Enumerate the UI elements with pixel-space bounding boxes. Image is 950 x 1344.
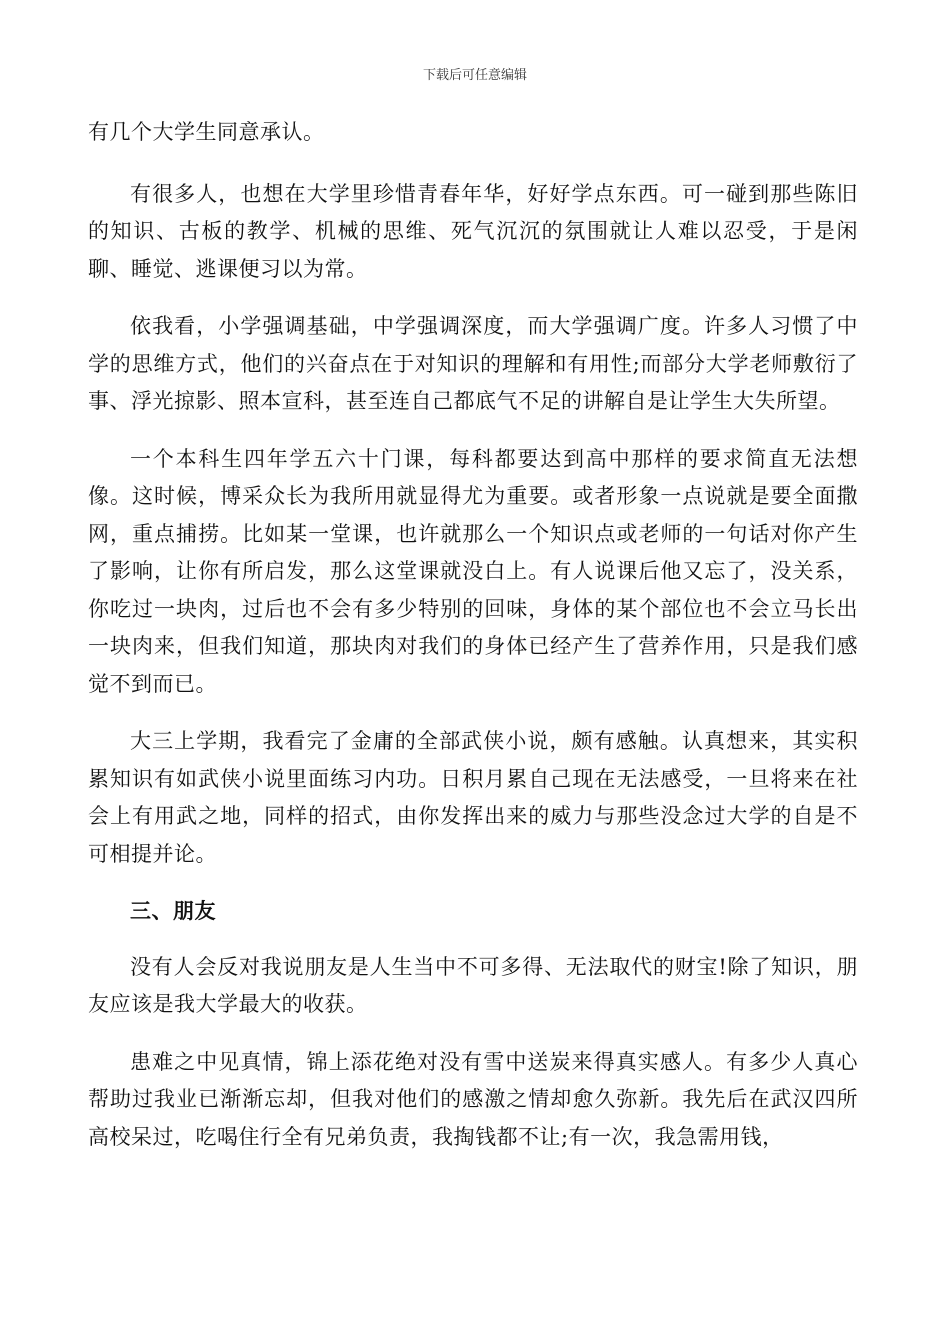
paragraph-continuation: 有几个大学生同意承认。 [88, 120, 325, 144]
paragraph: 有很多人，也想在大学里珍惜青春年华，好好学点东西。可一碰到那些陈旧的知识、古板的教学、机械的思维、死气沉沉的氛围就让人难以忍受，于是闲聊、睡觉、逃课便习以为常。 [88, 181, 858, 281]
paragraph: 没有人会反对我说朋友是人生当中不可多得、无法取代的财宝!除了知识，朋友应该是我大学最大的收获。 [88, 954, 858, 1016]
paragraph: 一个本科生四年学五六十门课，每科都要达到高中那样的要求简直无法想像。这时候，博采众长为我所用就显得尤为重要。或者形象一点说就是要全面撒网，重点捕捞。比如某一堂课，也许就那么一个知识点或老师的一句话对你产生了影响，让你有所启发，那么这堂课就没白上。有人说课后他又忘了，没关系，你吃过一块肉，过后也不会有多少特别的回味，身体的某个部位也不会立马长出一块肉来，但我们知道，那块肉对我们的身体已经产生了营养作用，只是我们感觉不到而已。 [88, 446, 858, 696]
document-body [88, 114, 858, 1176]
page-header: 下载后可任意编辑 [422, 68, 527, 83]
paragraph: 患难之中见真情，锦上添花绝对没有雪中送炭来得真实感人。有多少人真心帮助过我业已渐渐忘却，但我对他们的感激之情却愈久弥新。我先后在武汉四所高校呆过，吃喝住行全有兄弟负责，我掏钱都不让;有一次，我急需用钱， [88, 1049, 858, 1149]
paragraph: 依我看，小学强调基础，中学强调深度，而大学强调广度。许多人习惯了中学的思维方式，他们的兴奋点在于对知识的理解和有用性;而部分大学老师敷衍了事、浮光掠影、照本宣科，甚至连自己都底气不足的讲解自是让学生大失所望。 [88, 314, 858, 413]
section-heading: 三、朋友 [130, 899, 216, 923]
paragraph: 大三上学期，我看完了金庸的全部武侠小说，颇有感触。认真想来，其实积累知识有如武侠小说里面练习内功。日积月累自己现在无法感受，一旦将来在社会上有用武之地，同样的招式，由你发挥出来的威力与那些没念过大学的自是不可相提并论。 [88, 729, 858, 866]
